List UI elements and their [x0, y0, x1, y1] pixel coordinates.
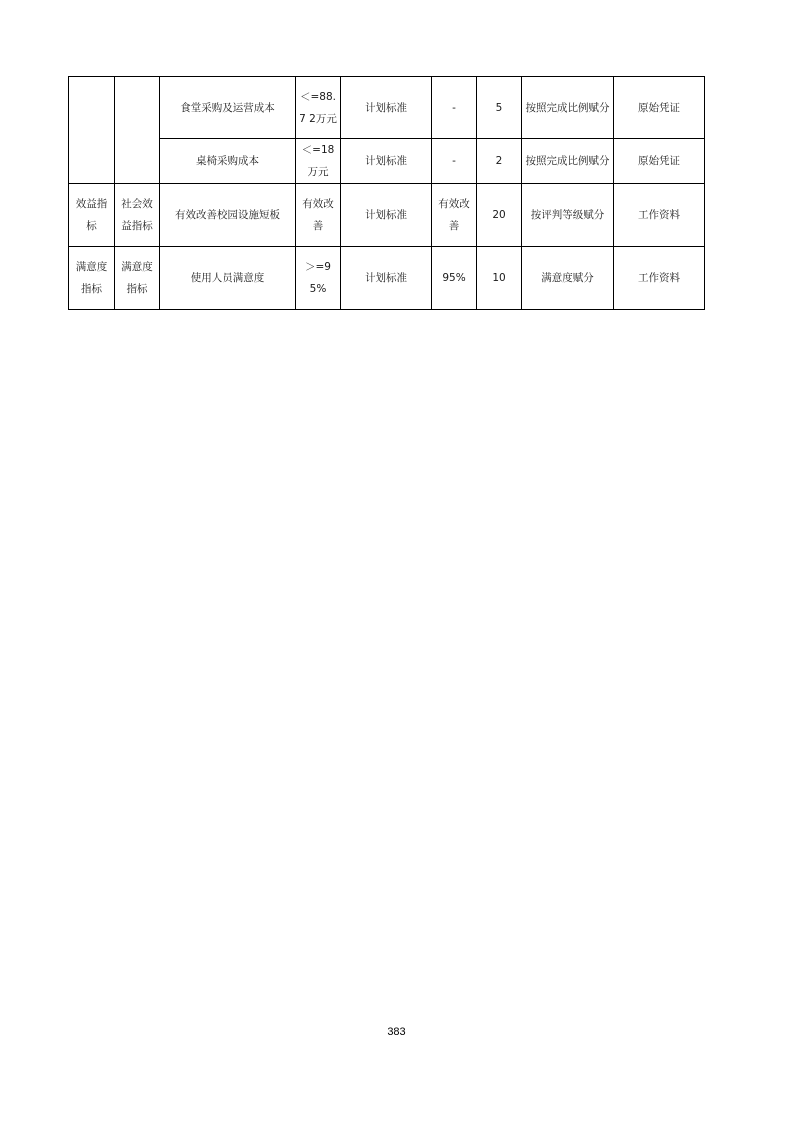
scoring-method-cell	[522, 247, 614, 310]
indicator-name: 有效改善校园设施短板	[175, 209, 280, 221]
standard-cell	[341, 139, 432, 184]
score-cell	[477, 247, 522, 310]
target-value-cell	[296, 139, 341, 184]
actual-value-cell	[432, 139, 477, 184]
standard-cell	[341, 184, 432, 247]
score-cell	[477, 77, 522, 139]
table-row	[69, 139, 705, 184]
evidence-source-cell	[614, 139, 705, 184]
evidence-source: 工作资料	[638, 209, 680, 221]
actual-value-cell	[432, 247, 477, 310]
table-row	[69, 184, 705, 247]
target-value: 有效改善	[302, 198, 334, 232]
target-value: ＜=18 万元	[301, 144, 335, 178]
evidence-source-cell	[614, 77, 705, 139]
indicator-name: 使用人员满意度	[190, 272, 265, 284]
score-value: 10	[492, 272, 506, 284]
scoring-method-cell	[522, 77, 614, 139]
target-value-cell	[296, 77, 341, 139]
level1-indicator: 满意度指标	[75, 261, 108, 295]
level2-indicator-cell	[115, 184, 160, 247]
target-value: ＜=88.7 2万元	[299, 90, 337, 125]
scoring-method: 满意度赋分	[541, 272, 594, 284]
actual-value: 95%	[442, 272, 466, 284]
scoring-method: 按评判等级赋分	[530, 209, 605, 221]
evidence-source-cell	[614, 184, 705, 247]
level1-indicator-cell	[69, 184, 115, 247]
target-value-cell	[296, 247, 341, 310]
score-cell	[477, 184, 522, 247]
indicator-name-cell	[160, 184, 296, 247]
indicator-name: 食堂采购及运营成本	[180, 101, 275, 114]
score-value: 2	[495, 155, 503, 167]
page-number: 383	[387, 1026, 406, 1038]
score-cell	[477, 139, 522, 184]
standard-value: 计划标准	[365, 209, 407, 221]
level1-indicator-cell	[69, 77, 115, 184]
scoring-method: 按照完成比例赋分	[525, 155, 610, 167]
indicator-name: 桌椅采购成本	[196, 155, 259, 167]
level2-indicator: 满意度指标	[121, 261, 153, 295]
actual-value: -	[452, 101, 456, 114]
table-row	[69, 247, 705, 310]
performance-indicator-table	[68, 76, 705, 310]
evidence-source: 工作资料	[638, 272, 680, 284]
actual-value-cell	[432, 184, 477, 247]
standard-value: 计划标准	[365, 101, 407, 114]
level2-indicator-cell	[115, 77, 160, 184]
scoring-method-cell	[522, 139, 614, 184]
level2-indicator-cell	[115, 247, 160, 310]
indicator-name-cell	[160, 247, 296, 310]
scoring-method-cell	[522, 184, 614, 247]
target-value: ＞=95%	[305, 261, 331, 295]
evidence-source: 原始凭证	[638, 155, 680, 167]
actual-value: 有效改善	[438, 198, 470, 232]
level1-indicator-cell	[69, 247, 115, 310]
evidence-source: 原始凭证	[638, 101, 680, 114]
standard-value: 计划标准	[365, 155, 407, 167]
standard-value: 计划标准	[365, 272, 407, 284]
indicator-name-cell	[160, 139, 296, 184]
evidence-source-cell	[614, 247, 705, 310]
actual-value-cell	[432, 77, 477, 139]
standard-cell	[341, 77, 432, 139]
table-row	[69, 77, 705, 139]
score-value: 20	[492, 209, 506, 221]
level1-indicator: 效益指标	[75, 198, 108, 232]
indicator-name-cell	[160, 77, 296, 139]
scoring-method: 按照完成比例赋分	[525, 101, 610, 114]
standard-cell	[341, 247, 432, 310]
score-value: 5	[495, 101, 503, 114]
level2-indicator: 社会效益指标	[121, 198, 153, 232]
target-value-cell	[296, 184, 341, 247]
actual-value: -	[452, 155, 456, 167]
